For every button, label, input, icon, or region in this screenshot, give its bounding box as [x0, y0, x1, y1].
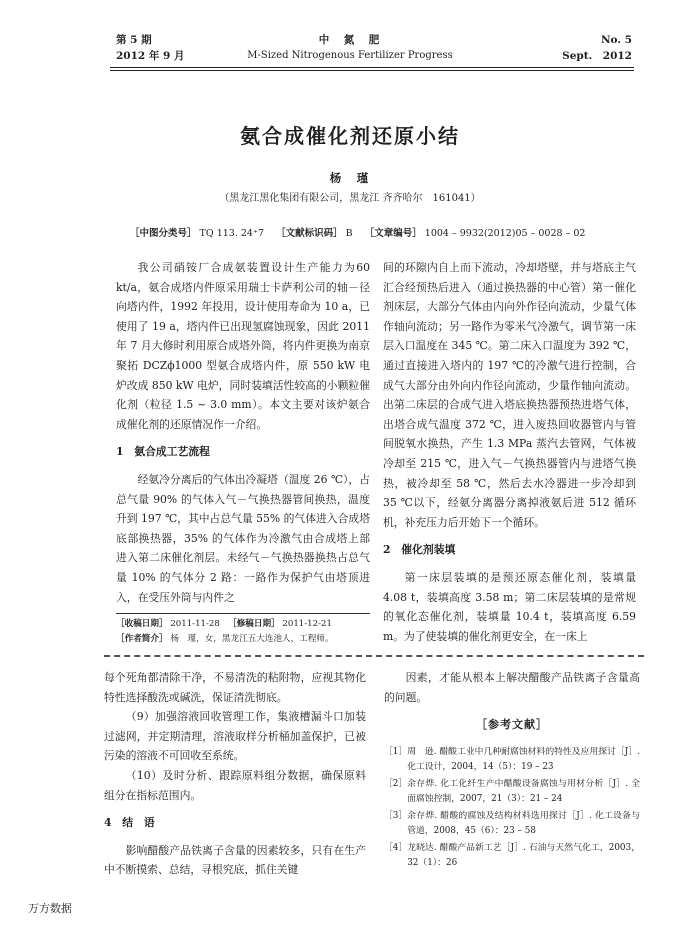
item-9-paragraph: （9）加强溶液回收管理工作，集液槽漏斗口加装过滤网，并定期清理，溶液取样分析桶加盖保护，已被污染的溶液不可回收至系统。 [104, 710, 366, 763]
header-journal-cn: 中 氮 肥 [318, 34, 382, 46]
note-rule [116, 613, 370, 614]
article-no-label: ［文章编号］ [364, 228, 422, 239]
clc-label: ［中图分类号］ [130, 228, 197, 239]
lower-right-column [384, 668, 640, 873]
item-10-paragraph: （10）及时分析、跟踪原料组分数据，确保原料组分在指标范围内。 [104, 768, 366, 802]
header-rule-double [110, 70, 634, 71]
article-author: 杨 瑾 [329, 171, 371, 185]
header-issue-left: 第 5 期 [116, 34, 152, 46]
header-rule [110, 67, 634, 68]
header-date-left: 2012 年 9 月 [116, 50, 185, 62]
right-column [383, 258, 636, 646]
article-title: 氨合成催化剂还原小结 [240, 124, 460, 148]
section-4-paragraph: 影响醋酸产品铁离子含量的因素较多，只有在生产中不断摸索、总结，寻根究底，抓住关键 [104, 843, 366, 877]
reference-text: 余存烨. 化工化纤生产中醋酸设备腐蚀与用材分析［J］. 全面腐蚀控制，2007，21（3）：21 – 24 [407, 778, 640, 805]
header-date-right: Sept. 2012 [562, 50, 632, 62]
bio-text: 杨 瑾，女，黑龙江五大连池人，工程师。 [170, 634, 334, 644]
section-2-paragraph: 第一床层装填的是预还原态催化剂，装填量 4.08 t，装填高度 3.58 m；第二床层装填的是常规的氧化态催化剂，装填量 10.4 t，装填高度 6.59 m。为了使装填的催化剂更安全，在一床上 [383, 570, 636, 643]
article-affiliation: （黑龙江黑化集团有限公司，黑龙江 齐齐哈尔 161041） [219, 193, 481, 204]
conclusion-paragraph: 因素，才能从根本上解决醋酸产品铁离子含量高的问题。 [384, 671, 640, 704]
reference-number: ［4］ [384, 842, 408, 853]
reference-item [384, 745, 640, 776]
article-no-value: 1004 – 9932(2012)05 – 0028 – 02 [424, 228, 586, 239]
reference-item [384, 809, 640, 840]
reference-number: ［1］ [384, 746, 408, 757]
revised-date: 2011-12-21 [282, 619, 332, 629]
revised-label: ［修稿日期］ [228, 619, 280, 629]
author-note [116, 617, 376, 647]
reference-text: 周 逊. 醋酸工业中几种耐腐蚀材料的特性及应用探讨［J］. 化工设计，2004，14（5）：19 – 23 [407, 746, 640, 773]
reference-number: ［2］ [384, 778, 408, 789]
reference-text: 龙晓达. 醋酸产品新工艺［J］. 石油与天然气化工，2003，32（1）：26 [407, 842, 640, 869]
doc-code-label: ［文献标识码］ [276, 228, 343, 239]
header-issue-right: No. 5 [600, 34, 632, 46]
reference-text: 余存烨. 醋酸的腐蚀及结构材料选用探讨［J］. 化工设备与管道，2008，45（6）：23 – 58 [407, 810, 640, 837]
header-journal-en: M-Sized Nitrogenous Fertilizer Progress [247, 50, 453, 61]
section-4-heading: 4 结 语 [104, 816, 155, 830]
lower-left-column [104, 668, 366, 880]
article-separator [104, 655, 644, 657]
left-column [116, 258, 370, 607]
references-heading: ［参考文献］ [476, 718, 548, 732]
received-date: 2011-11-28 [170, 619, 220, 629]
flow-continuation-paragraph: 间的环隙内自上而下流动，冷却塔壁，并与塔底主气汇合经预热后进入（通过换热器的中心管）第一催化剂床层，大部分气体由内向外作径向流动，少量气体作轴向流动；另一路作为零米气冷激气，调节第一床层入口温度在 345 ℃。第二床入口温度为 392 ℃，通过直接进入塔内的 197 ℃的冷激气进行控制，合成气大部分由外向内作径向流动，少量作轴向流动。出第二床层的合成气进入塔底换热器预热进塔气体，出塔合成气温度 372 ℃，进入废热回收器管内与管间脱氧水换热，产生 1.3 MPa 蒸汽去管网，气体被冷却至 215 ℃，进入气－气换热器管内与进塔气换热，被冷却至 58 ℃，然后去水冷器进一步冷却到 35 ℃以下，经氨分离器分离掉液氨后进 512 循环机，补充压力后开始下一个循环。 [383, 261, 636, 529]
bio-label: ［作者简介］ [116, 634, 168, 644]
reference-list [384, 745, 640, 872]
reference-item [384, 777, 640, 808]
intro-paragraph: 我公司硝铵厂合成氨装置设计生产能力为60 kt/a，氨合成塔内件原采用瑞士卡萨利公司的轴－径向塔内件，1992 年投用，设计使用寿命为 10 a，已使用了 19 a，塔内件已出现氢腐蚀现象，因此 2011 年 7 月大修时利用原合成塔外筒，将内件更换为南京聚拓 DCZϕ1000 型氨合成塔内件，原 550 kW 电炉改成 850 kW 电炉，同时装填活性较高的小颗粒催化剂（粒径 1.5 ~ 3.0 mm）。本文主要对该炉氨合成催化剂的还原情况作一介绍。 [116, 261, 370, 431]
footer-source: 万方数据 [28, 902, 72, 915]
received-label: ［收稿日期］ [116, 619, 168, 629]
section-1-heading: 1 氨合成工艺流程 [116, 445, 210, 459]
section-2-heading: 2 催化剂装填 [383, 543, 456, 557]
section-1-paragraph: 经氨冷分离后的气体出冷凝塔（温度 26 ℃），占总气量 90% 的气体入气－气换热器管间换热，温度升到 197 ℃，其中占总气量 55% 的气体进入合成塔底部换热器，35% 的气体作为冷激气由合成塔上部进入第二床催化剂层。未经气－气换热器换热占总气量 10% 的气体分 2 路：一路作为保护气由塔顶进入，在受压外筒与内件之 [116, 472, 371, 604]
reference-number: ［3］ [384, 810, 408, 821]
clc-value: TQ 113. 24⁺7 [199, 228, 265, 239]
classification-line [130, 227, 585, 241]
cleaning-paragraph: 每个死角都清除干净，不易清洗的粘附物，应视其物化特性选择酸洗或碱洗，保证清洗彻底。 [104, 671, 366, 704]
doc-code-value: B [345, 228, 353, 239]
reference-item [384, 841, 640, 872]
